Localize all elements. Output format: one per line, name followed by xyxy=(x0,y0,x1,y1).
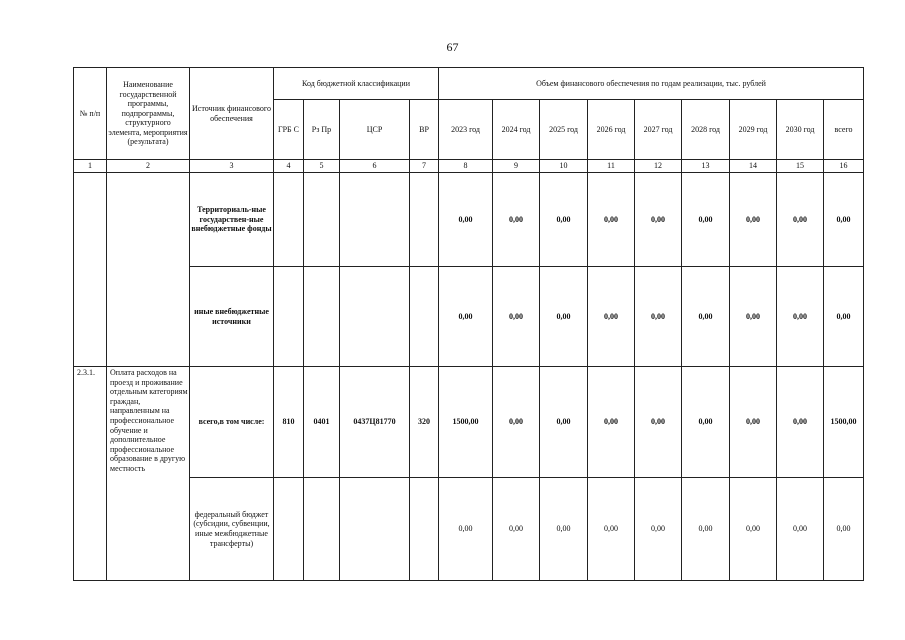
row-csr: 0437Ц81770 xyxy=(340,367,410,478)
row-value: 0,00 xyxy=(439,267,493,367)
row-value: 0,00 xyxy=(439,173,493,267)
header-num: № п/п xyxy=(74,68,107,160)
row-value: 0,00 xyxy=(493,367,540,478)
header-year: 2030 год xyxy=(777,100,824,160)
row-value: 0,00 xyxy=(540,478,588,581)
column-number: 7 xyxy=(410,160,439,173)
row-value: 0,00 xyxy=(730,478,777,581)
column-number: 1 xyxy=(74,160,107,173)
row-value: 0,00 xyxy=(439,478,493,581)
row-value: 0,00 xyxy=(493,173,540,267)
row-csr xyxy=(340,267,410,367)
header-source: Источник финансового обеспечения xyxy=(190,68,274,160)
row-value: 0,00 xyxy=(493,478,540,581)
header-year: 2026 год xyxy=(588,100,635,160)
column-number: 14 xyxy=(730,160,777,173)
header-year: 2028 год xyxy=(682,100,730,160)
row-value: 0,00 xyxy=(682,267,730,367)
row-value: 0,00 xyxy=(635,173,682,267)
row-value: 0,00 xyxy=(588,173,635,267)
row-value: 0,00 xyxy=(777,173,824,267)
row-value: 0,00 xyxy=(777,478,824,581)
row-total: 1500,00 xyxy=(824,367,864,478)
row-grbs xyxy=(274,267,304,367)
row-value: 0,00 xyxy=(777,267,824,367)
table-row xyxy=(74,173,864,267)
row-value: 1500,00 xyxy=(439,367,493,478)
row-grbs: 810 xyxy=(274,367,304,478)
row-rzpr xyxy=(304,267,340,367)
row-csr xyxy=(340,173,410,267)
row-vr xyxy=(410,173,439,267)
row-value: 0,00 xyxy=(635,478,682,581)
row-source: федеральный бюджет (субсидии, субвенции, иные межбюджетные трансферты) xyxy=(190,478,274,581)
row-name-cell xyxy=(107,173,190,367)
row-source: Территориаль-ные государствен-ные внебюджетные фонды xyxy=(190,173,274,267)
column-number: 9 xyxy=(493,160,540,173)
header-total: всего xyxy=(824,100,864,160)
header-rzpr: Рз Пр xyxy=(304,100,340,160)
column-number: 16 xyxy=(824,160,864,173)
row-value: 0,00 xyxy=(682,478,730,581)
row-value: 0,00 xyxy=(730,173,777,267)
row-value: 0,00 xyxy=(682,367,730,478)
table-row xyxy=(74,267,864,367)
row-value: 0,00 xyxy=(730,267,777,367)
column-number: 10 xyxy=(540,160,588,173)
row-total: 0,00 xyxy=(824,267,864,367)
budget-table xyxy=(73,67,864,581)
column-number: 6 xyxy=(340,160,410,173)
column-number: 3 xyxy=(190,160,274,173)
header-budget-code: Код бюджетной классификации xyxy=(274,68,439,100)
table-row xyxy=(74,478,864,581)
header-year: 2024 год xyxy=(493,100,540,160)
column-number: 11 xyxy=(588,160,635,173)
row-total: 0,00 xyxy=(824,478,864,581)
header-year: 2027 год xyxy=(635,100,682,160)
row-vr xyxy=(410,478,439,581)
column-number: 12 xyxy=(635,160,682,173)
column-number: 8 xyxy=(439,160,493,173)
row-name: Оплата расходов на проезд и проживание отдельным категориям граждан, направленным на профессиональное обучение и дополнительное профессиональное образование в другую местность xyxy=(107,367,190,581)
row-rzpr xyxy=(304,478,340,581)
row-value: 0,00 xyxy=(777,367,824,478)
row-source: иные внебюджетные источники xyxy=(190,267,274,367)
row-source: всего,в том числе: xyxy=(190,367,274,478)
row-value: 0,00 xyxy=(540,267,588,367)
row-value: 0,00 xyxy=(540,173,588,267)
row-value: 0,00 xyxy=(635,367,682,478)
row-vr xyxy=(410,267,439,367)
row-num: 2.3.1. xyxy=(74,367,107,581)
header-year: 2025 год xyxy=(540,100,588,160)
row-value: 0,00 xyxy=(540,367,588,478)
table-row xyxy=(74,367,864,478)
row-grbs xyxy=(274,173,304,267)
row-value: 0,00 xyxy=(730,367,777,478)
row-value: 0,00 xyxy=(682,173,730,267)
header-name: Наименование государственной программы, подпрограммы, структурного элемента, мероприятия (результата) xyxy=(107,68,190,160)
header-year: 2029 год xyxy=(730,100,777,160)
column-number: 15 xyxy=(777,160,824,173)
row-csr xyxy=(340,478,410,581)
header-year: 2023 год xyxy=(439,100,493,160)
column-number: 2 xyxy=(107,160,190,173)
header-grbs: ГРБ С xyxy=(274,100,304,160)
column-number-row xyxy=(74,160,864,173)
row-value: 0,00 xyxy=(588,267,635,367)
column-number: 13 xyxy=(682,160,730,173)
row-value: 0,00 xyxy=(588,478,635,581)
row-rzpr xyxy=(304,173,340,267)
column-number: 4 xyxy=(274,160,304,173)
row-value: 0,00 xyxy=(635,267,682,367)
column-number: 5 xyxy=(304,160,340,173)
row-num-cell xyxy=(74,173,107,367)
page-number: 67 xyxy=(446,40,459,54)
row-vr: 320 xyxy=(410,367,439,478)
row-rzpr: 0401 xyxy=(304,367,340,478)
row-value: 0,00 xyxy=(588,367,635,478)
row-value: 0,00 xyxy=(493,267,540,367)
row-grbs xyxy=(274,478,304,581)
header-csr: ЦСР xyxy=(340,100,410,160)
row-total: 0,00 xyxy=(824,173,864,267)
header-vr: ВР xyxy=(410,100,439,160)
header-volume: Объем финансового обеспечения по годам реализации, тыс. рублей xyxy=(439,68,864,100)
